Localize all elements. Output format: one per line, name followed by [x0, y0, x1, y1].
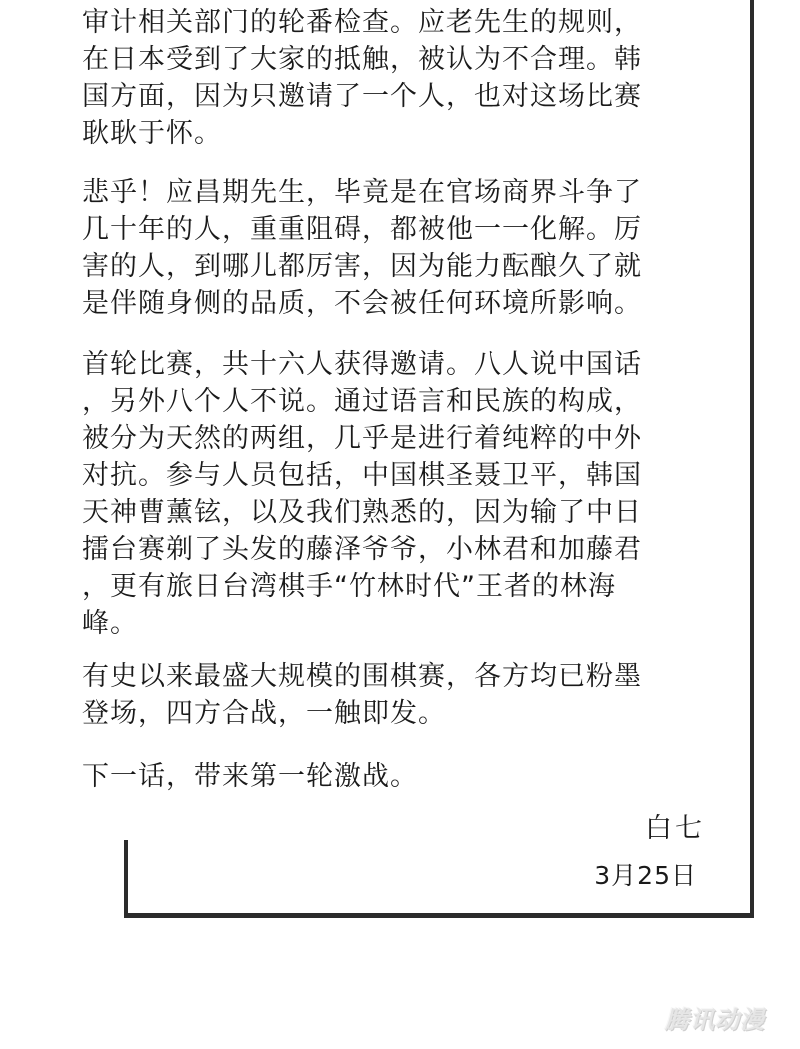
watermark-logo: [655, 1000, 775, 1034]
frame-bottom-border: [124, 913, 754, 918]
paragraph-4: [82, 658, 732, 732]
post-date: 3月25日: [594, 861, 697, 890]
paragraph-5: [82, 758, 732, 795]
text-line: 国方面，因为只邀请了一个人，也对这场比赛: [82, 81, 642, 112]
text-line: 是伴随身侧的品质，不会被任何环境所影响。: [82, 288, 642, 319]
text-line: ，另外八个人不说。通过语言和民族的构成，: [82, 386, 642, 417]
text-line: 有史以来最盛大规模的围棋赛，各方均已粉墨: [82, 661, 642, 692]
paragraph-3: [82, 346, 732, 642]
text-line: 害的人，到哪儿都厉害，因为能力酝酿久了就: [82, 251, 642, 282]
paragraph-1: [82, 4, 732, 152]
text-line: 登场，四方合战，一触即发。: [82, 698, 446, 729]
text-line: 下一话，带来第一轮激战。: [82, 761, 418, 792]
text-line: 对抗。参与人员包括，中国棋圣聂卫平，韩国: [82, 460, 642, 491]
text-line: 几十年的人，重重阻碍，都被他一一化解。厉: [82, 214, 642, 245]
text-line: 被分为天然的两组，几乎是进行着纯粹的中外: [82, 423, 642, 454]
frame-right-border: [750, 0, 754, 915]
text-line: 审计相关部门的轮番检查。应老先生的规则，: [82, 7, 642, 38]
frame-left-border: [124, 840, 128, 918]
text-line: 天神曹薰铉，以及我们熟悉的，因为输了中日: [82, 497, 642, 528]
text-line: 擂台赛剃了头发的藤泽爷爷，小林君和加藤君: [82, 534, 642, 565]
text-line: 峰。: [82, 608, 138, 639]
text-line: 耿耿于怀。: [82, 118, 222, 149]
text-line: ，更有旅日台湾棋手“竹林时代”王者的林海: [82, 571, 616, 602]
text-line: 首轮比赛，共十六人获得邀请。八人说中国话: [82, 349, 642, 380]
paragraph-2: [82, 174, 732, 322]
text-line: 悲乎！应昌期先生，毕竟是在官场商界斗争了: [82, 177, 642, 208]
watermark-text: 腾讯动漫: [665, 1005, 765, 1034]
author-signature: 白七: [645, 813, 705, 844]
text-line: 在日本受到了大家的抵触，被认为不合理。韩: [82, 44, 642, 75]
